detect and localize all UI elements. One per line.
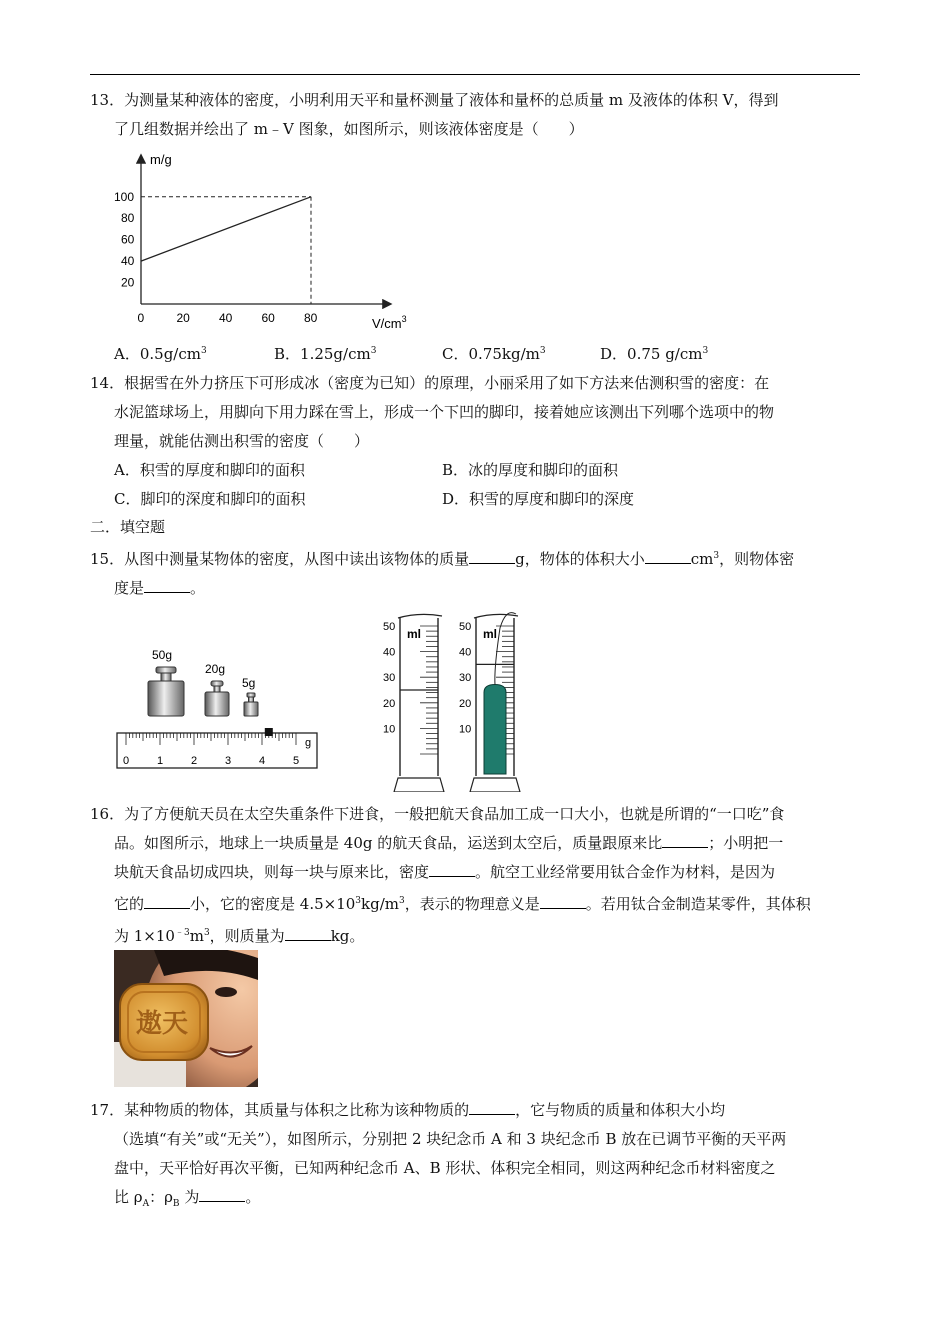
y-tick-20: 20 — [121, 275, 135, 290]
balance-scale — [117, 733, 317, 768]
q17-line3: 盘中，天平恰好再次平衡，已知两种纪念币 A、B 形状、体积完全相同，则这两种纪念币材料密度之 — [114, 1159, 776, 1177]
space-food-photo — [114, 950, 258, 1087]
x-tick-20: 20 — [176, 311, 190, 325]
q16-blank-property[interactable] — [144, 894, 190, 909]
q14-stem — [90, 369, 860, 456]
q17-line2: （选填“有关”或“无关”），如图所示，分别把 2 块纪念币 A 和 3 块纪念币 B 放在已调节平衡的天平两 — [114, 1130, 787, 1148]
section-title: 二．填空题 — [90, 518, 166, 536]
mv-chart — [108, 148, 428, 340]
q13-option-a[interactable]: A．$0.5g/cm^3$ — [114, 345, 207, 363]
thread — [495, 613, 516, 685]
scale-label-0: 0 — [123, 755, 130, 767]
x-tick-40: 40 — [219, 311, 233, 325]
q17-line1: 17．某种物质的物体，其质量与体积之比称为该种物质的 ，它与物质的质量和体积大小均 — [90, 1101, 726, 1119]
q17-blank-density[interactable] — [469, 1100, 515, 1115]
scale-label-3: 3 — [225, 755, 232, 767]
x-tick-60: 60 — [261, 311, 275, 325]
photo-cake-text: 遨天 — [136, 1008, 189, 1038]
q15-line2: 度是 。 — [114, 579, 206, 597]
scale-label-2: 2 — [191, 755, 198, 767]
q14-option-a[interactable]: A．积雪的厚度和脚印的面积 — [114, 461, 305, 479]
cylinder-label-10: 10 — [459, 723, 472, 736]
weight-label-50g: 50g — [152, 648, 173, 662]
cylinder-label-10: 10 — [383, 723, 396, 736]
cylinder-label-50: 50 — [383, 621, 396, 633]
cylinder-label-30: 30 — [459, 672, 472, 685]
weight-5g — [244, 693, 258, 716]
cylinder-label-30: 30 — [383, 672, 396, 685]
q13-option-d[interactable]: D．0.75 $g/cm^3$ — [600, 345, 709, 363]
header-rule — [90, 74, 860, 75]
cylinder-unit: ml — [407, 627, 422, 641]
weight-50g — [148, 667, 184, 716]
q15-blank-volume[interactable] — [645, 549, 691, 564]
q16-blank-density-change[interactable] — [429, 862, 475, 877]
q14-option-b[interactable]: B．冰的厚度和脚印的面积 — [442, 461, 619, 479]
x-tick-0: 0 — [137, 311, 145, 325]
q13-options — [114, 343, 834, 367]
q15-line1: 15．从图中测量某物体的密度，从图中读出该物体的质量 g，物体的体积大小 $cm^3$，则物体密 — [90, 550, 795, 568]
y-tick-80: 80 — [121, 211, 135, 226]
q16-stem — [90, 800, 860, 951]
weight-label-5g: 5g — [242, 676, 256, 690]
q17-stem — [90, 1096, 860, 1219]
q16-line5: 为 $1\times 10^{﹣3}m^3$，则质量为 kg。 — [114, 927, 365, 945]
x-tick-80: 80 — [304, 311, 318, 325]
q13-line1: 13．为测量某种液体的密度，小明利用天平和量杯测量了液体和量杯的总质量 m 及液体的体积 V，得到 — [90, 91, 779, 109]
q16-blank-meaning[interactable] — [540, 894, 586, 909]
cylinder-unit: ml — [483, 627, 498, 641]
q16-line4: 它的 小，它的密度是 $4.5\times 10^3kg/m^3$，表示的物理意义是 。若用钛合金制造某零件，其体积 — [114, 895, 811, 913]
q16-line2: 品。如图所示，地球上一块质量是 40g 的航天食品，运送到太空后，质量跟原来比 ；小明把一 — [114, 834, 784, 852]
q16-blank-mass-change[interactable] — [662, 833, 708, 848]
x-axis-label: $V/cm^3$ — [372, 314, 407, 331]
q14-line1: 14．根据雪在外力挤压下可形成冰（密度为已知）的原理，小丽采用了如下方法来估测积雪的密度：在 — [90, 374, 770, 392]
y-axis-label: m/g — [150, 152, 172, 167]
scale-unit: g — [305, 737, 312, 749]
q14-option-c[interactable]: C．脚印的深度和脚印的面积 — [114, 490, 306, 508]
q14-options-row1 — [114, 459, 834, 485]
y-tick-60: 60 — [121, 232, 135, 247]
weight-label-20g: 20g — [205, 662, 226, 676]
cylinder-label-20: 20 — [383, 697, 396, 710]
q13-option-b[interactable]: B．$1.25g/cm^3$ — [274, 345, 377, 363]
cylinder-1 — [383, 614, 444, 792]
cylinder-label-40: 40 — [459, 646, 472, 659]
q13-stem — [90, 86, 860, 144]
q14-line2: 水泥篮球场上，用脚向下用力踩在雪上，形成一个下凹的脚印，接着她应该测出下列哪个选项中的物 — [114, 403, 775, 421]
y-tick-100: 100 — [114, 189, 135, 204]
measuring-cylinders — [380, 608, 540, 792]
q15-blank-mass[interactable] — [469, 549, 515, 564]
stone — [484, 685, 506, 774]
cylinder-label-50: 50 — [459, 621, 472, 633]
q17-blank-ratio[interactable] — [199, 1187, 245, 1202]
q14-options-row2 — [114, 488, 834, 514]
y-tick-40: 40 — [121, 254, 135, 269]
q13-option-c[interactable]: C．$0.75kg/m^3$ — [442, 345, 546, 363]
q13-line2: 了几组数据并绘出了 m﹣V 图象，如图所示，则该液体密度是（ ） — [114, 120, 584, 138]
scale-rider — [265, 728, 273, 736]
q14-line3: 理量，就能估测出积雪的密度（ ） — [114, 432, 370, 450]
series-line — [141, 197, 311, 261]
q16-line3: 块航天食品切成四块，则每一块与原来比，密度 。航空工业经常要用钛合金作为材料，是因为 — [114, 863, 776, 881]
q15-stem — [90, 542, 860, 603]
weights-and-scale — [112, 640, 324, 774]
q15-blank-density[interactable] — [144, 578, 190, 593]
scale-label-1: 1 — [157, 755, 164, 767]
scale-label-4: 4 — [259, 755, 266, 767]
q16-line1: 16．为了方便航天员在太空失重条件下进食，一般把航天食品加工成一口大小，也就是所谓的“一口吃”食 — [90, 805, 785, 823]
q17-line4: 比 $\rho_A$：$\rho_B$ 为 。 — [114, 1188, 261, 1209]
weight-20g — [205, 681, 229, 716]
q16-blank-mass-kg[interactable] — [285, 926, 331, 941]
cylinder-label-40: 40 — [383, 646, 396, 659]
cylinder-label-20: 20 — [459, 697, 472, 710]
q14-option-d[interactable]: D．积雪的厚度和脚印的深度 — [442, 490, 635, 508]
cylinder-2 — [459, 613, 520, 792]
scale-label-5: 5 — [293, 755, 300, 767]
